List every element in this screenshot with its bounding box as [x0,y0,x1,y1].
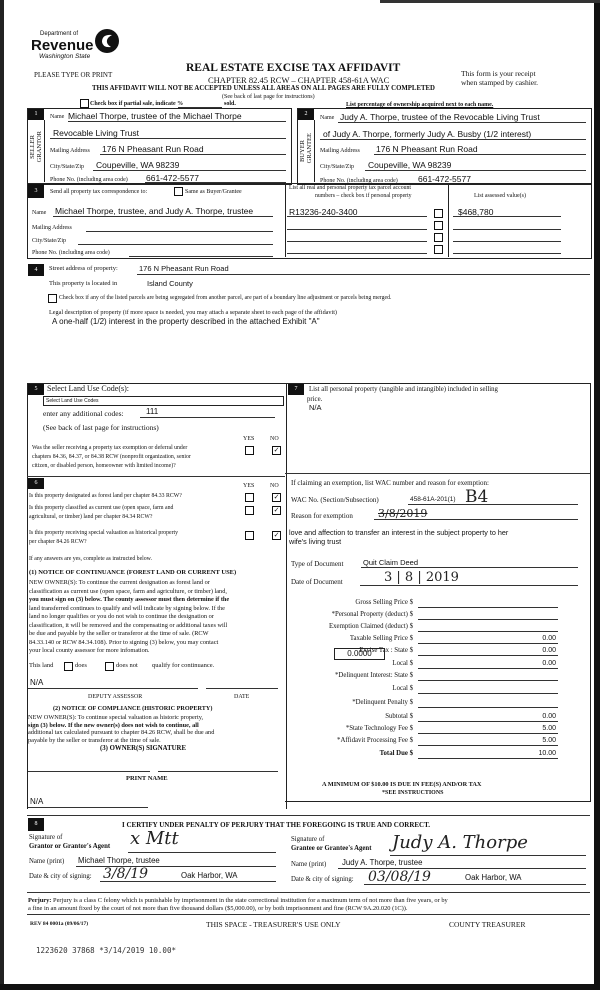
grantor-date-label: Date & city of signing: [29,873,92,880]
seller-city-field[interactable]: Coupeville, WA 98239 [96,160,180,170]
divider [27,914,590,915]
tax-row-label: Excise Tax : State $ [359,647,413,654]
ownership-note: List percentage of ownership acquired next to each name. [346,102,494,108]
tax-row-line [418,733,558,734]
tax-row-label: *Personal Property (deduct) $ [331,611,413,618]
tax-row-value[interactable]: 5.00 [542,725,556,732]
partial-sale-checkbox[interactable] [80,99,89,108]
parcel-number-field[interactable]: R13236-240-3400 [289,207,358,217]
field-line [364,884,586,885]
perjury-bold: Perjury: [28,897,52,904]
field-line [365,170,586,171]
instructions-note: (See back of last page for instructions) [222,94,315,100]
field-line [374,519,578,520]
text-line: land no longer qualifies or you do not wish to continue the designation or [29,613,214,620]
tax-row-line [418,721,558,722]
section-number: 6 [28,478,44,489]
form-subtitle: CHAPTER 82.45 RCW – CHAPTER 458-61A WAC [208,75,390,85]
see-instructions-note: *SEE INSTRUCTIONS [382,790,444,796]
field-line [68,121,286,122]
exemption-label: If claiming an exemption, list WAC number and reason for exemption: [291,479,489,487]
assessed-value-field[interactable] [453,253,561,254]
divider [285,473,590,474]
buyer-name-label: Name [320,115,335,121]
seller-name-label: Name [50,114,65,120]
personal-property-checkbox[interactable] [434,245,443,254]
partial-sale-label: Check box if partial sale, indicate % [90,101,184,107]
assessed-value-field[interactable] [453,229,561,230]
no-header: NO [270,436,279,442]
tax-row-label: *State Technology Fee $ [345,725,413,732]
field-line [28,688,198,689]
certification-statement: I CERTIFY UNDER PENALTY OF PERJURY THAT THE FOREGOING IS TRUE AND CORRECT. [122,821,431,829]
text-line: 84.33.140 or RCW 84.34.108). Prior to signing (3) below, you may contact [29,638,219,646]
historic-question: Is this property receiving special valuation as historical property [29,530,179,536]
grantor-side-label: GRANTOR [36,131,43,163]
grantee-date-label: Date & city of signing: [291,876,354,883]
tax-row-label: Exemption Claimed (deduct) $ [329,623,413,630]
county-field[interactable]: Island County [147,279,193,288]
logo-text: Washington State [39,53,91,60]
please-type-note: PLEASE TYPE OR PRINT [34,71,113,79]
wac-field[interactable]: 458-61A-201(1) [410,496,456,503]
field-line [320,139,586,140]
field-line [53,216,273,217]
assessor-date-label: DATE [234,694,250,700]
correspondence-name-label: Name [32,210,47,216]
same-as-buyer-checkbox[interactable] [174,187,183,196]
perjury-notice [28,897,448,913]
text-line: a fine in an amount fixed by the court of not more than five thousand dollars ($5,000.00), or by both imprisonment and fine (RCW 9A.20.020 (1C)). [28,905,408,912]
field-line [374,154,586,155]
tax-row-line [418,643,558,644]
owner-signature-field[interactable] [158,771,278,772]
personal-property-checkbox[interactable] [434,221,443,230]
personal-property-label: List all personal property (tangible and intangible) included in selling [309,386,498,393]
tax-row-line [418,631,558,632]
scan-edge-left [0,0,4,990]
assessed-value-field[interactable]: $468,780 [458,207,494,217]
historic-question: per chapter 84.26 RCW? [29,539,87,545]
yes-header: YES [243,483,255,489]
current-use-no-checkbox[interactable]: ✓ [273,506,280,514]
parcel-number-field[interactable] [287,253,427,254]
grantee-signature-label: Grantee or Grantee's Agent [291,845,372,852]
text-line: NEW OWNER(S): To continue the current designation as forest land or [29,579,210,586]
does-not-qualify-checkbox[interactable] [105,662,114,671]
text-line: land transferred continues to qualify and will indicate by signing below. If the [29,604,225,612]
treasurer-use-label: THIS SPACE - TREASURER'S USE ONLY [206,920,341,929]
grantor-name-field[interactable]: Michael Thorpe, trustee [78,856,160,865]
text-line: be due and payable by the seller or transferor at the time of sale. (RCW [29,630,209,637]
current-use-yes-checkbox[interactable] [245,506,254,515]
qualify-label: qualify for continuance. [152,662,215,669]
parcel-number-field[interactable] [287,241,427,242]
field-line [140,417,275,418]
tax-row-label: Local $ [392,660,413,667]
additional-codes-field[interactable]: 111 [146,407,159,416]
assessed-header: List assessed value(s) [474,193,526,199]
text-line: you must sign on (3) below. The county assessor must then determine if the [29,596,230,603]
exemption-no-checkbox[interactable]: ✓ [273,446,280,454]
additional-codes-label: enter any additional codes: [43,409,124,418]
form-revision: REV 84 0001a (09/06/17) [30,921,89,927]
buyer-city-label: City/State/Zip [320,164,354,170]
section-number: 3 [28,184,44,198]
deputy-assessor-label: DEPUTY ASSESSOR [88,694,143,700]
seller-side-label: SELLER [29,135,36,159]
tax-row-line [418,745,558,746]
receipt-note: when stamped by cashier. [461,78,539,87]
grantee-name-field[interactable]: Judy A. Thorpe, trustee [342,858,423,867]
does-qualify-checkbox[interactable] [64,662,73,671]
field-line [408,504,578,505]
text-line: classification, it will be removed and the compensating or additional taxes will [29,621,228,629]
field-line [287,216,427,217]
tax-row-line [418,668,558,669]
tax-row-label: Gross Selling Price $ [355,599,413,606]
buyer-mailing-field[interactable]: 176 N Pheasant Run Road [376,144,478,154]
field-line [137,274,590,275]
does-not-label: does not [116,662,138,669]
forest-land-question: Is this property designated as forest land per chapter 84.33 RCW? [29,493,182,499]
section-number: 7 [288,384,304,395]
exemption-question: chapters 84.36, 84.37, or 84.38 RCW (nonprofit organization, senior [32,454,191,460]
historic-no-checkbox[interactable]: ✓ [273,531,280,539]
field-line [50,138,286,139]
field-line [338,122,586,123]
exemption-question: citizen, or disabled person, homeowner with limited income)? [32,463,176,469]
field-line [93,170,286,171]
minimum-due-note: A MINIMUM OF $10.00 IS DUE IN FEE(S) AND/OR TAX [322,781,482,788]
grantor-signature-label: Grantor or Grantor's Agent [29,843,111,850]
field-line [390,855,586,856]
tax-row-line [418,655,558,656]
scan-edge-right [594,0,600,990]
tax-row-label: Total Due $ [379,750,413,757]
section-number: 8 [28,818,44,831]
parcel-header: numbers – check box if personal property [315,193,412,199]
buyer-side-label: BUYER [299,140,306,163]
grantor-signature[interactable]: x Mtt [130,828,179,849]
seller-mailing-field[interactable]: 176 N Pheasant Run Road [102,144,204,154]
local-rate-value: 0.0000 [347,649,372,658]
correspondence-label: Send all property tax correspondence to: [50,189,148,195]
grantee-city-field[interactable]: Oak Harbor, WA [465,873,522,882]
divider [27,815,590,816]
current-use-question: Is this property classified as current use (open space, farm and [29,505,174,511]
tax-row-label: Taxable Selling Price $ [349,635,413,642]
current-use-question: agricultural, or timber) land per chapter 84.34 RCW? [29,514,153,520]
same-as-buyer-label: Same as Buyer/Grantee [185,189,242,195]
correspondence-mailing-label: Mailing Address [32,225,72,231]
tax-row-value[interactable]: 0.00 [542,647,556,654]
grantee-date-field[interactable]: 03/08/19 [368,869,431,885]
parcel-number-field[interactable] [287,229,427,230]
correspondence-name-field[interactable]: Michael Thorpe, trustee, and Judy A. Thorpe, trustee [55,206,254,216]
personal-property-field[interactable]: N/A [309,403,322,412]
street-address-label: Street address of property: [49,265,118,272]
deputy-assessor-field[interactable]: N/A [30,678,44,687]
dor-logo-icon [94,28,120,54]
receipt-note: This form is your receipt [461,69,536,78]
section-number: 2 [298,109,314,120]
field-line [28,807,148,808]
text-line: additional tax calculated pursuant to chapter 84.26 RCW, shall be due and [28,729,215,736]
segregated-checkbox[interactable] [48,294,57,303]
tax-row-label: Subtotal $ [385,713,413,720]
seller-name-field-2[interactable]: Revocable Living Trust [53,128,139,138]
street-address-field[interactable]: 176 N Pheasant Run Road [139,264,229,273]
reason-struck-out-text: 3/8/2019 [378,507,428,520]
tax-row-line [418,758,558,759]
grantor-date-field[interactable]: 3/8/19 [103,866,149,882]
tax-row-line [418,619,558,620]
notice-continuance-title: (1) NOTICE OF CONTINUANCE (FOREST LAND OR CURRENT USE) [29,569,237,576]
print-name-label: PRINT NAME [126,775,168,782]
correspondence-city-label: City/State/Zip [32,238,66,244]
text-line: NEW OWNER(S): To continue special valuation as historic property, [28,714,204,721]
forest-yes-checkbox[interactable] [245,493,254,502]
instructions-note: (See back of last page for instructions) [43,423,159,432]
tax-row-line [418,693,558,694]
section-number: 5 [28,384,44,395]
buyer-city-field[interactable]: Coupeville, WA 98239 [368,160,452,170]
tax-row-line [418,607,558,608]
document-type-field[interactable]: Quit Claim Deed [363,558,419,567]
this-land-label: This land [29,662,54,669]
buyer-name-field-2[interactable]: of Judy A. Thorpe, formerly Judy A. Busby (1/2 interest) [323,129,532,139]
personal-property-checkbox[interactable] [434,233,443,242]
correspondence-phone-label: Phone No. (including area code) [32,250,110,256]
print-name-field[interactable]: N/A [30,797,44,806]
notice-continuance-text [29,579,229,656]
logo-text: Revenue [31,37,94,54]
text-line: payable by the seller or transferor at the time of sale. [28,736,161,744]
reason-field[interactable]: love and affection to transfer an interest in the subject property to her [289,528,509,537]
correspondence-city-field[interactable] [78,244,273,245]
land-use-select-value: Select Land Use Codes [46,398,99,404]
if-yes-note: If any answers are yes, complete as instructed below. [29,556,152,562]
personal-property-label: price. [307,396,323,403]
seller-mailing-label: Mailing Address [50,148,90,154]
text-line: Perjury is a class C felony which is punishable by imprisonment in the state correctional institution for a maximum term of not more than five years, or by [51,897,448,904]
land-use-select[interactable] [43,396,284,406]
logo-text: Department of [40,31,79,37]
local-rate-field[interactable] [334,648,385,660]
section-number: 4 [28,264,44,276]
treasurer-stamp: 1223620 37868 *3/14/2019 10.00* [36,946,176,955]
buyer-name-field[interactable]: Judy A. Thorpe, trustee of the Revocable Living Trust [340,112,540,122]
wac-handwritten-note: B4 [465,487,489,507]
tax-row-value[interactable]: 5.00 [542,737,556,744]
owner-signature-label: (3) OWNER(S) SIGNATURE [100,745,186,752]
field-line [128,852,276,853]
field-line [360,585,578,586]
notice-compliance-title: (2) NOTICE OF COMPLIANCE (HISTORIC PROPERTY) [53,705,213,712]
parcel-header: List all real and personal property tax parcel account [289,185,412,191]
buyer-phone-label: Phone No. (including area code) [320,178,398,184]
yes-header: YES [243,436,255,442]
tax-row-label: *Affidavit Processing Fee $ [337,737,413,744]
county-treasurer-label: COUNTY TREASURER [449,920,526,929]
reason-field[interactable]: wife's living trust [289,537,342,546]
assessor-date-field[interactable] [206,688,278,689]
document-date-field[interactable]: 3 | 8 | 2019 [384,570,459,585]
owner-signature-field[interactable] [28,771,150,772]
tax-row-label: *Delinquent Interest: State $ [335,672,413,679]
does-label: does [75,662,87,669]
wac-label: WAC No. (Section/Subsection) [291,496,379,504]
text-line: your local county assessor for more infomation. [29,647,150,654]
legal-description-field[interactable]: A one-half (1/2) interest in the property described in the attached Exhibit "A" [52,317,320,326]
land-use-label: Select Land Use Code(s): [47,384,129,393]
county-label: This property is located in [49,280,118,287]
tax-row-label: Local $ [392,685,413,692]
exemption-yes-checkbox[interactable] [245,446,254,455]
reason-label: Reason for exemption [291,512,353,520]
seller-name-field[interactable]: Michael Thorpe, trustee of the Michael Thorpe [68,111,242,121]
signature-of-label: Signature of [291,836,325,843]
no-header: NO [270,483,279,489]
scan-edge-top [380,0,600,3]
tax-row-line [418,707,558,708]
grantor-city-field[interactable]: Oak Harbor, WA [181,871,238,880]
grantee-name-label: Name (print) [291,861,327,868]
correspondence-mailing-field[interactable] [86,231,273,232]
grantee-side-label: GRANTEE [306,133,313,164]
field-line [100,881,276,882]
correspondence-phone-field[interactable] [129,256,273,257]
text-line: classification as current use (open space, farm and agriculture, or timber) land, [29,587,227,595]
field-line [453,216,561,217]
tax-row-value[interactable]: 0.00 [542,713,556,720]
sold-label: sold. [224,101,236,107]
tax-row-label: *Delinquent Penalty $ [352,699,413,706]
text-line: sign (3) below. If the new owner(s) does not wish to continue, all [28,721,199,729]
buyer-mailing-label: Mailing Address [320,148,360,154]
scan-edge-bottom [0,984,600,990]
seller-phone-field[interactable]: 661-472-5577 [146,173,199,183]
divider [27,476,285,477]
exemption-question: Was the seller receiving a property tax exemption or deferral under [32,445,188,451]
assessed-value-field[interactable] [453,241,561,242]
section-number: 1 [28,109,44,120]
form-title: REAL ESTATE EXCISE TAX AFFIDAVIT [186,62,401,74]
tax-row-value[interactable]: 0.00 [542,660,556,667]
seller-phone-label: Phone No. (including area code) [50,177,128,183]
tax-row-value[interactable]: 0.00 [542,635,556,642]
field-line [361,567,578,568]
document-type-label: Type of Document [291,560,344,568]
grantee-signature[interactable]: Judy A. Thorpe [392,832,528,853]
completion-warning: THIS AFFIDAVIT WILL NOT BE ACCEPTED UNLESS ALL AREAS ON ALL PAGES ARE FULLY COMPLETED [92,85,435,92]
segregated-label: Check box if any of the listed parcels are being segregated from another parcel, are part of a boundary line adjustment or parcels being merged. [59,295,392,301]
seller-city-label: City/State/Zip [50,164,84,170]
grantor-name-label: Name (print) [29,858,65,865]
field-line [100,154,286,155]
historic-yes-checkbox[interactable] [245,531,254,540]
notice-compliance-text [28,714,214,744]
personal-property-checkbox[interactable] [434,209,443,218]
buyer-phone-field[interactable]: 661-472-5577 [418,174,471,184]
tax-row-value[interactable]: 10.00 [538,750,556,757]
tax-row-line [418,680,558,681]
forest-no-checkbox[interactable]: ✓ [273,493,280,501]
document-date-label: Date of Document [291,578,343,586]
signature-of-label: Signature of [29,834,63,841]
divider [27,892,590,893]
legal-description-label: Legal description of property (if more space is needed, you may attach a separate sheet to each page of the affidavit) [49,309,337,316]
